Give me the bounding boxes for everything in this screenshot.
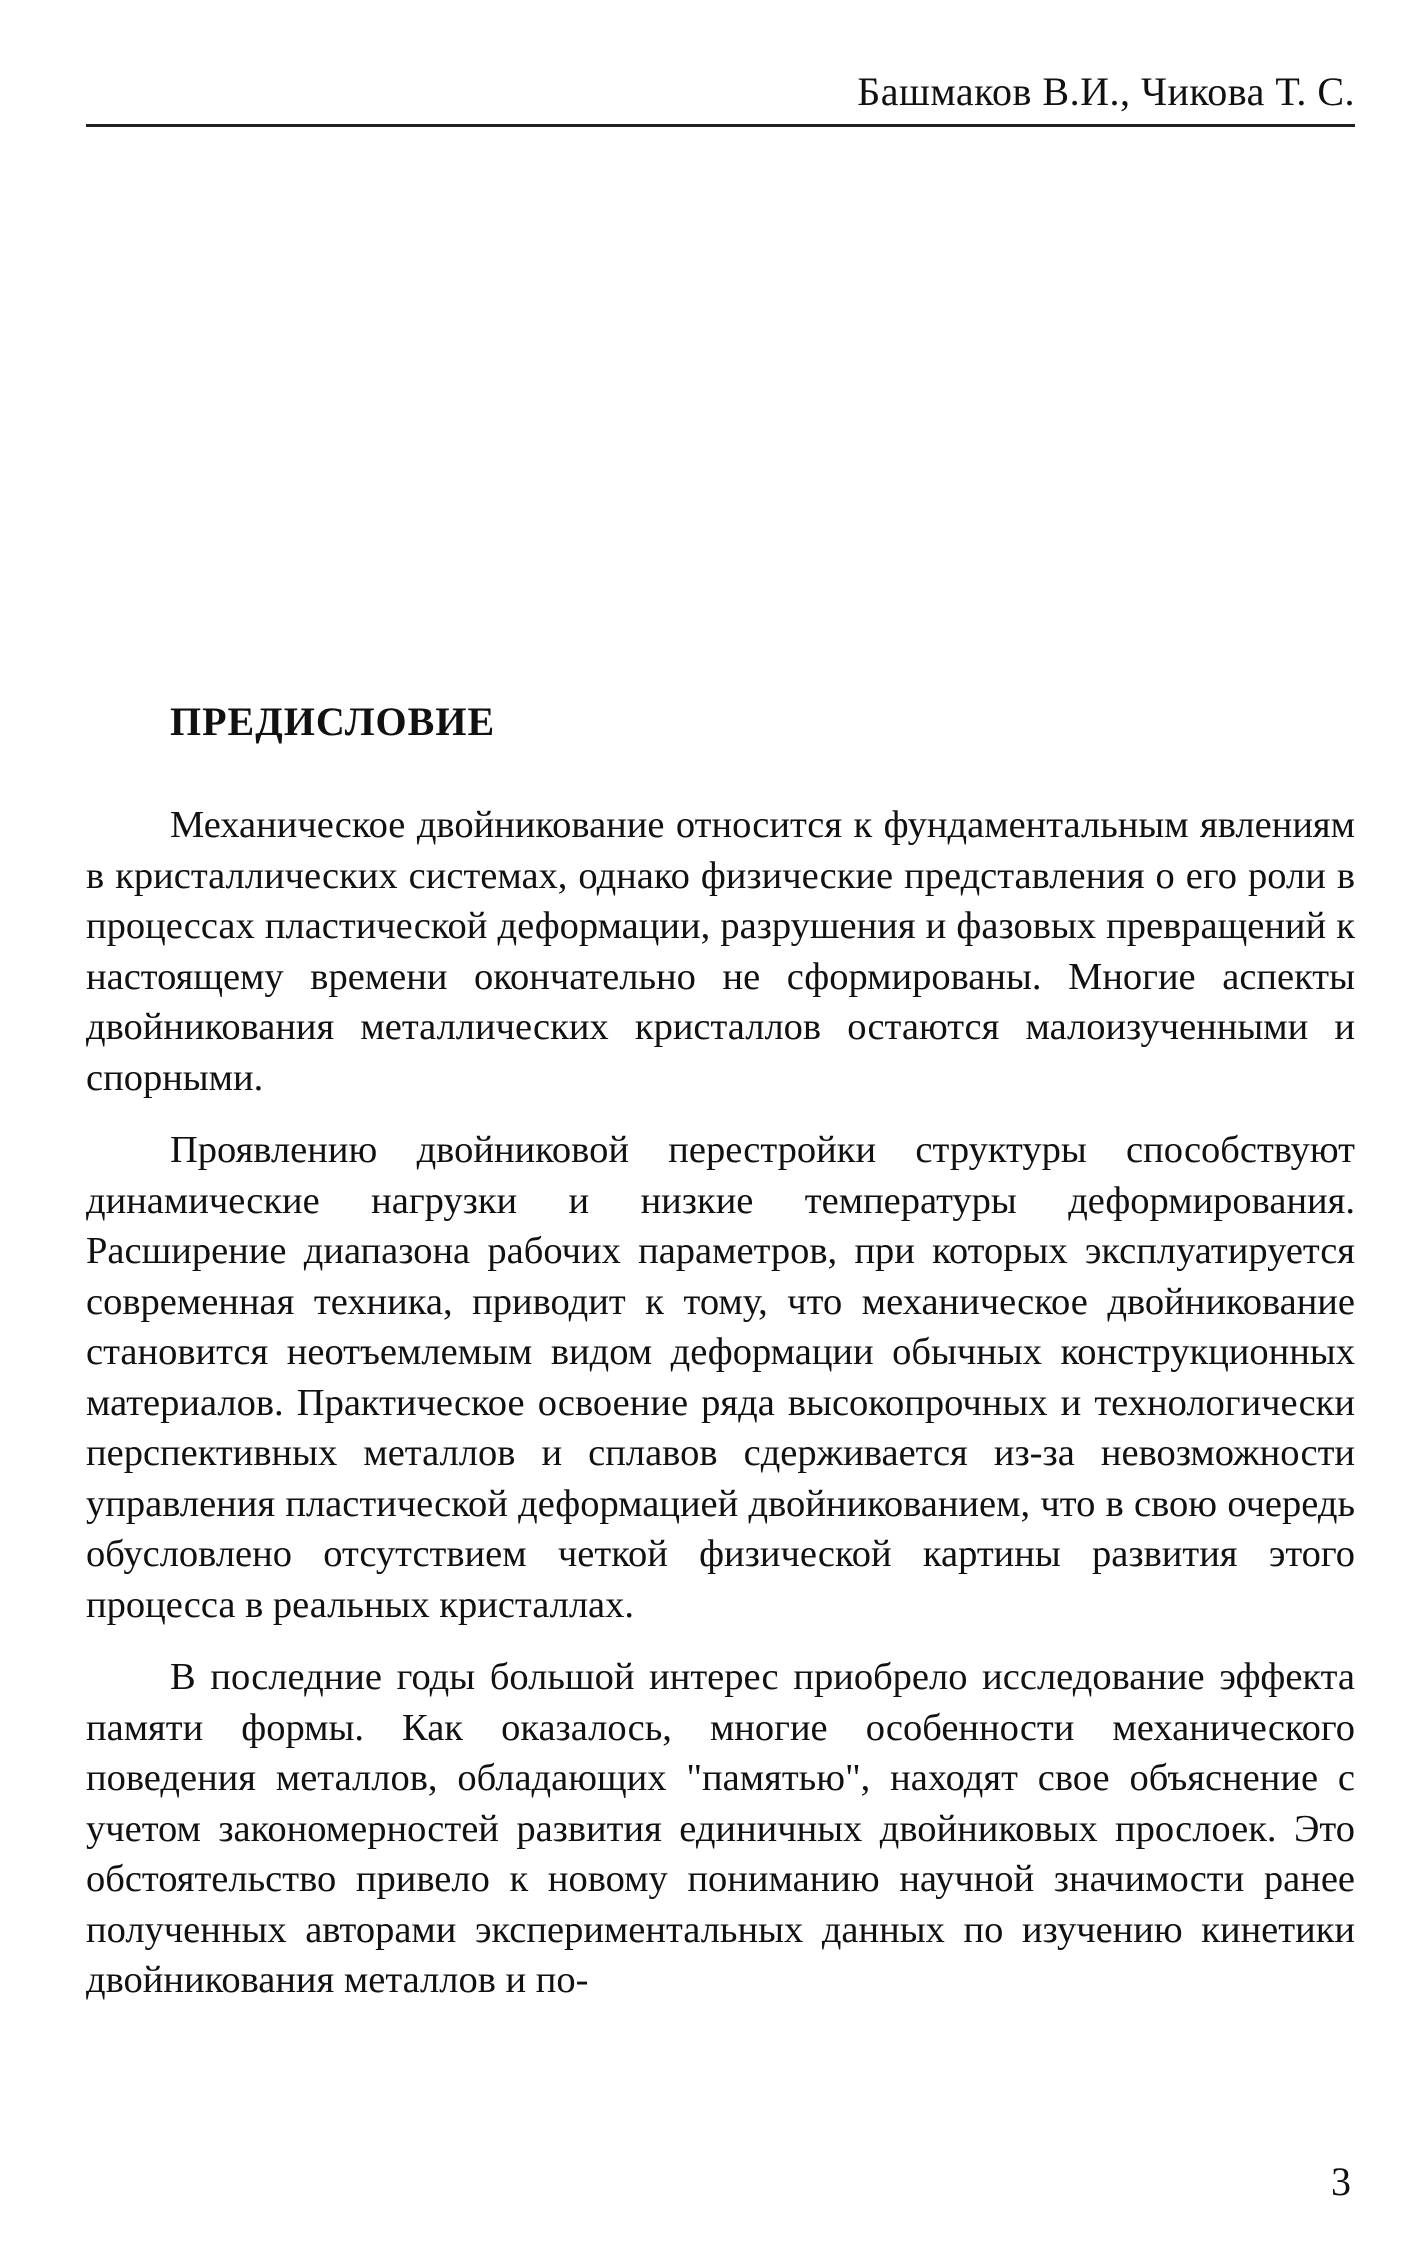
page-number: 3 (1331, 2159, 1351, 2204)
paragraph: Механическое двойникование относится к фундаментальным явлениям в кристаллических системах, однако физические представления о его роли в процессах пластической деформации, разрушения и фазовых превращений к настоящему времени окончательно не сформированы. Многие аспекты двойникования металлических кристаллов остаются малоизученными и спорными. (86, 804, 1355, 1099)
running-head: Башмаков В.И., Чикова Т. С. (857, 69, 1355, 114)
paragraph: В последние годы большой интерес приобрело исследование эффекта памяти формы. Как оказалось, многие особенности механического поведения металлов, обладающих "памятью", находят свое объяснение с учетом закономерностей развития единичных двойниковых прослоек. Это обстоятельство привело к новому пониманию научной значимости ранее полученных авторами экспериментальных данных по изучению кинетики двойникования металлов и по- (86, 1656, 1355, 2001)
paragraph: Проявлению двойниковой перестройки структуры способствуют динамические нагрузки и низкие температуры деформирования. Расширение диапазона рабочих параметров, при которых эксплуатируется современная техника, приводит к тому, что механическое двойникование становится неотъемлемым видом деформации обычных конструкционных материалов. Практическое освоение ряда высокопрочных и технологически перспективных металлов и сплавов сдерживается из-за невозможности управления пластической деформацией двойникованием, что в свою очередь обусловлено отсутствием четкой физической картины развития этого процесса в реальных кристаллах. (86, 1129, 1355, 1626)
header-rule (86, 124, 1355, 127)
body-text (86, 800, 1355, 2028)
section-title: ПРЕДИСЛОВИЕ (170, 699, 496, 744)
